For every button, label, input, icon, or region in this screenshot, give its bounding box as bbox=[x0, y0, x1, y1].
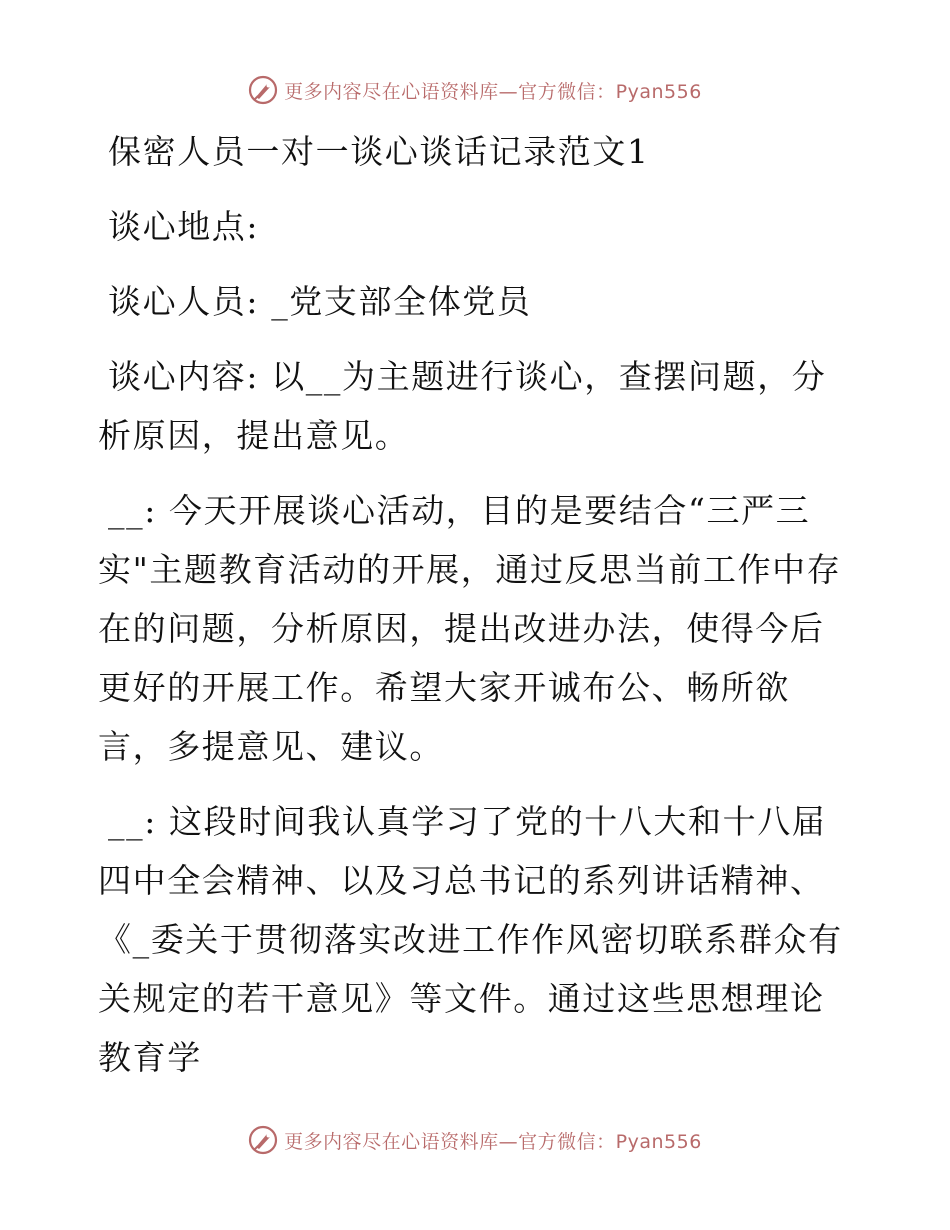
watermark-text: 更多内容尽在心语资料库—官方微信：Pyan556 bbox=[284, 80, 702, 103]
header-watermark bbox=[0, 70, 950, 110]
participants-line: 谈心人员: _党支部全体党员 bbox=[108, 282, 532, 321]
body-paragraph: __: 这段时间我认真学习了党的十八大和十八届四中全会精神、以及习总书记的系列讲话精神、《_委关于贯彻落实改进工作作风密切联系群众有关规定的若干意见》等文件。通过这些思想理论教育学 bbox=[98, 802, 843, 1077]
topic-line: 谈心内容: 以__为主题进行谈心，查摆问题，分析原因，提出意见。 bbox=[98, 357, 827, 455]
pen-nib-logo-icon bbox=[248, 75, 278, 105]
location-line: 谈心地点: bbox=[108, 207, 260, 246]
document-body bbox=[98, 122, 850, 1103]
body-paragraph: __: 今天开展谈心活动，目的是要结合“三严三实"主题教育活动的开展，通过反思当前工作中存在的问题，分析原因，提出改进办法，使得今后更好的开展工作。希望大家开诚布公、畅所欲言，多提意见、建议。 bbox=[98, 491, 842, 766]
footer-watermark bbox=[0, 1120, 950, 1160]
document-title: 保密人员一对一谈心谈话记录范文1 bbox=[108, 132, 650, 171]
pen-nib-logo-icon bbox=[248, 1125, 278, 1155]
watermark-text: 更多内容尽在心语资料库—官方微信：Pyan556 bbox=[284, 1130, 702, 1153]
